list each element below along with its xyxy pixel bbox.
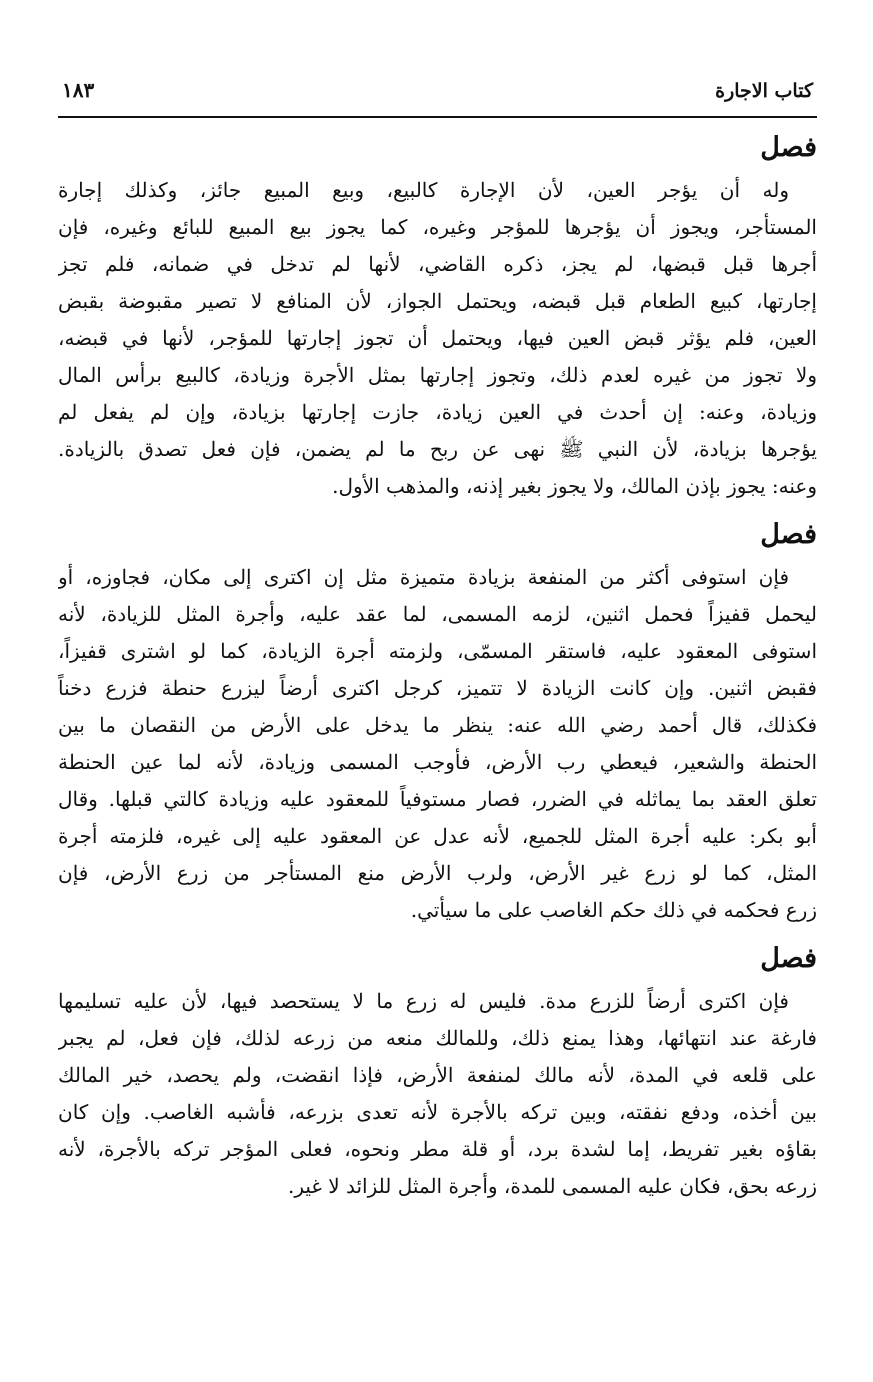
section — [58, 128, 817, 505]
text-line: إجارتها، كبيع الطعام قبل قبضه، ويحتمل الجواز، لأن المنافع لا تصير مقبوضة بقبض — [58, 289, 817, 313]
text-line: فإن اكترى أرضاً للزرع مدة. فليس له زرع ما لا يستحصد فيها، لأن عليه تسليمها — [58, 989, 789, 1013]
running-title: كتاب الاجارة — [715, 80, 813, 102]
text-line: العين، فلم يؤثر قبض العين فيها، ويحتمل أن تجوز إجارتها للمؤجر، لأنها في قبضه، — [58, 326, 817, 350]
section-body — [58, 559, 817, 929]
text-line: تعلق العقد بما يماثله في الضرر، فصار مستوفياً للمعقود عليه وزيادة كالتي قبلها. وقال — [58, 787, 817, 811]
text-line: وله أن يؤجر العين، لأن الإجارة كالبيع، وبيع المبيع جائز، وكذلك إجارة — [58, 178, 789, 202]
text-line: ولا تجوز من غيره لعدم ذلك، وتجوز إجارتها بمثل الأجرة وزيادة، كالبيع برأس المال — [58, 363, 817, 387]
text-line: الحنطة والشعير، فيعطي رب الأرض، فأوجب المسمى وزيادة، لأنه لما عين الحنطة — [58, 750, 817, 774]
section-body — [58, 983, 817, 1205]
text-line: بين أخذه، ودفع نفقته، وبين تركه بالأجرة لأنه تعدى بزرعه، فأشبه الغاصب. وإن كان — [58, 1100, 817, 1124]
text-line: على قلعه في المدة، لأنه مالك لمنفعة الأرض، فإذا انقضت، ولم يحصد، خير المالك — [58, 1063, 817, 1087]
text-line: المثل، كما لو زرع غير الأرض، ولرب الأرض منع المستأجر من زرع الأرض، فإن — [58, 861, 817, 885]
text-line: فكذلك، قال أحمد رضي الله عنه: ينظر ما يدخل على الأرض من النقصان ما بين — [58, 713, 817, 737]
text-line: فقبض اثنين. وإن كانت الزيادة لا تتميز، كرجل اكترى أرضاً ليزرع حنطة فزرع دخناً — [58, 676, 817, 700]
section-heading: فصل — [760, 132, 817, 163]
section-body — [58, 172, 817, 505]
text-line: يؤجرها بزيادة، لأن النبي ﷺ نهى عن ربح ما لم يضمن، فإن فعل تصدق بالزيادة. — [58, 437, 817, 461]
text-line: زرعه بحق، فكان عليه المسمى للمدة، وأجرة المثل للزائد لا غير. — [287, 1174, 817, 1198]
text-line: وعنه: يجوز بإذن المالك، ولا يجوز بغير إذنه، والمذهب الأول. — [332, 474, 817, 498]
text-line: ليحمل قفيزاً فحمل اثنين، لزمه المسمى، لما عقد عليه، وأجرة المثل للزيادة، لأنه — [58, 602, 817, 626]
text-line: بقاؤه بغير تفريط، إما لشدة برد، أو قلة مطر ونحوه، فعلى المؤجر تركه بالأجرة، لأنه — [58, 1137, 817, 1161]
section-heading: فصل — [760, 943, 817, 974]
text-line: زرع فحكمه في ذلك حكم الغاصب على ما سيأتي. — [410, 898, 817, 922]
text-line: أجرها قبل قبضها، لم يجز، ذكره القاضي، لأنها لم تدخل في ضمانه، فلم تجز — [58, 252, 817, 276]
section-heading: فصل — [760, 519, 817, 550]
text-line: أبو بكر: عليه أجرة المثل للجميع، لأنه عدل عن المعقود عليه إلى غيره، فلزمته أجرة — [58, 824, 817, 848]
text-line: استوفى المعقود عليه، فاستقر المسمّى، ولزمته أجرة الزيادة، كما لو اشترى قفيزاً، — [58, 639, 817, 663]
text-line: فارغة عند انتهائها، وهذا يمنع ذلك، وللمالك منعه من زرعه لذلك، فإن فعل، لم يجبر — [58, 1026, 817, 1050]
section — [58, 515, 817, 929]
page-header — [58, 78, 817, 118]
page-number: ١٨٣ — [62, 78, 95, 102]
section — [58, 939, 817, 1205]
page-content — [58, 128, 817, 1205]
text-line: وزيادة، وعنه: إن أحدث في العين زيادة، جازت إجارتها بزيادة، وإن لم يفعل لم — [58, 400, 817, 424]
text-line: المستأجر، ويجوز أن يؤجرها للمؤجر وغيره، كما يجوز بيع المبيع للبائع وغيره، فإن — [58, 215, 817, 239]
text-line: فإن استوفى أكثر من المنفعة بزيادة متميزة مثل إن اكترى إلى مكان، فجاوزه، أو — [58, 565, 789, 589]
